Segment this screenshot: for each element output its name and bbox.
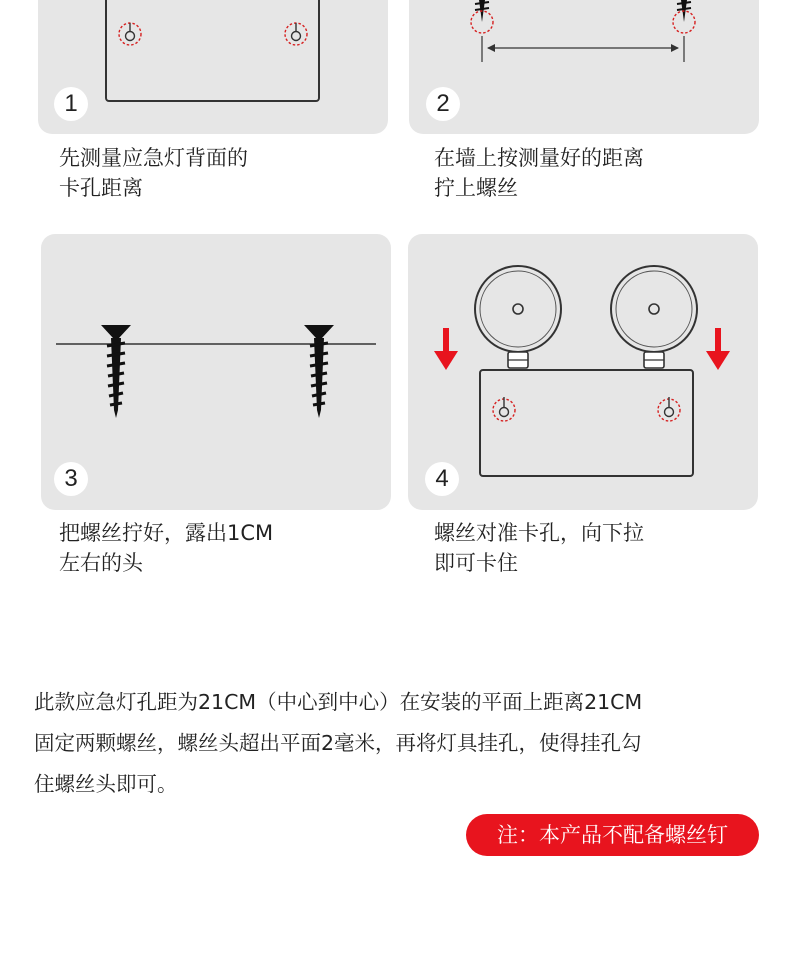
wall-measure-illustration (409, 0, 759, 134)
dimension-arrow-icon (482, 36, 684, 62)
step-number: 2 (426, 87, 460, 121)
caption-line: 先测量应急灯背面的 (59, 146, 248, 170)
keyhole-icon (285, 23, 307, 45)
caption-line: 左右的头 (59, 551, 143, 575)
step-1-panel (38, 0, 388, 134)
caption-line: 螺丝对准卡孔，向下拉 (434, 521, 644, 545)
screw-icon (471, 0, 493, 33)
description-line: 此款应急灯孔距为21CM（中心到中心）在安装的平面上距离21CM (34, 690, 643, 714)
step-number: 4 (425, 462, 459, 496)
caption-line: 拧上螺丝 (434, 176, 518, 200)
description-line: 固定两颗螺丝，螺丝头超出平面2毫米，再将灯具挂孔，使得挂孔勾 (34, 731, 642, 755)
installation-description (34, 682, 774, 805)
step-4-panel (408, 234, 758, 510)
step-4-caption (434, 518, 754, 578)
step-2-caption (434, 143, 754, 203)
step-3-caption (59, 518, 379, 578)
caption-line: 把螺丝拧好，露出1CM (59, 521, 274, 545)
down-arrow-icon (434, 328, 458, 370)
screw-icon (101, 325, 131, 418)
description-line: 住螺丝头即可。 (34, 772, 178, 796)
hang-lamp-illustration (408, 234, 758, 510)
screws-in-wall-illustration (41, 234, 391, 510)
keyhole-icon (658, 397, 680, 421)
keyhole-icon (493, 397, 515, 421)
step-number: 1 (54, 87, 88, 121)
screw-icon (673, 0, 695, 33)
step-1-caption (59, 143, 379, 203)
screw-icon (304, 325, 334, 418)
lamp-back-illustration (38, 0, 388, 134)
keyhole-icon (119, 23, 141, 45)
caption-line: 卡孔距离 (59, 176, 143, 200)
step-number: 3 (54, 462, 88, 496)
step-3-panel (41, 234, 391, 510)
lamp-head-icon (475, 266, 561, 368)
lamp-head-icon (611, 266, 697, 368)
step-2-panel (409, 0, 759, 134)
caption-line: 在墙上按测量好的距离 (434, 146, 644, 170)
caption-line: 即可卡住 (434, 551, 518, 575)
down-arrow-icon (706, 328, 730, 370)
no-screws-note-badge: 注：本产品不配备螺丝钉 (466, 814, 759, 856)
